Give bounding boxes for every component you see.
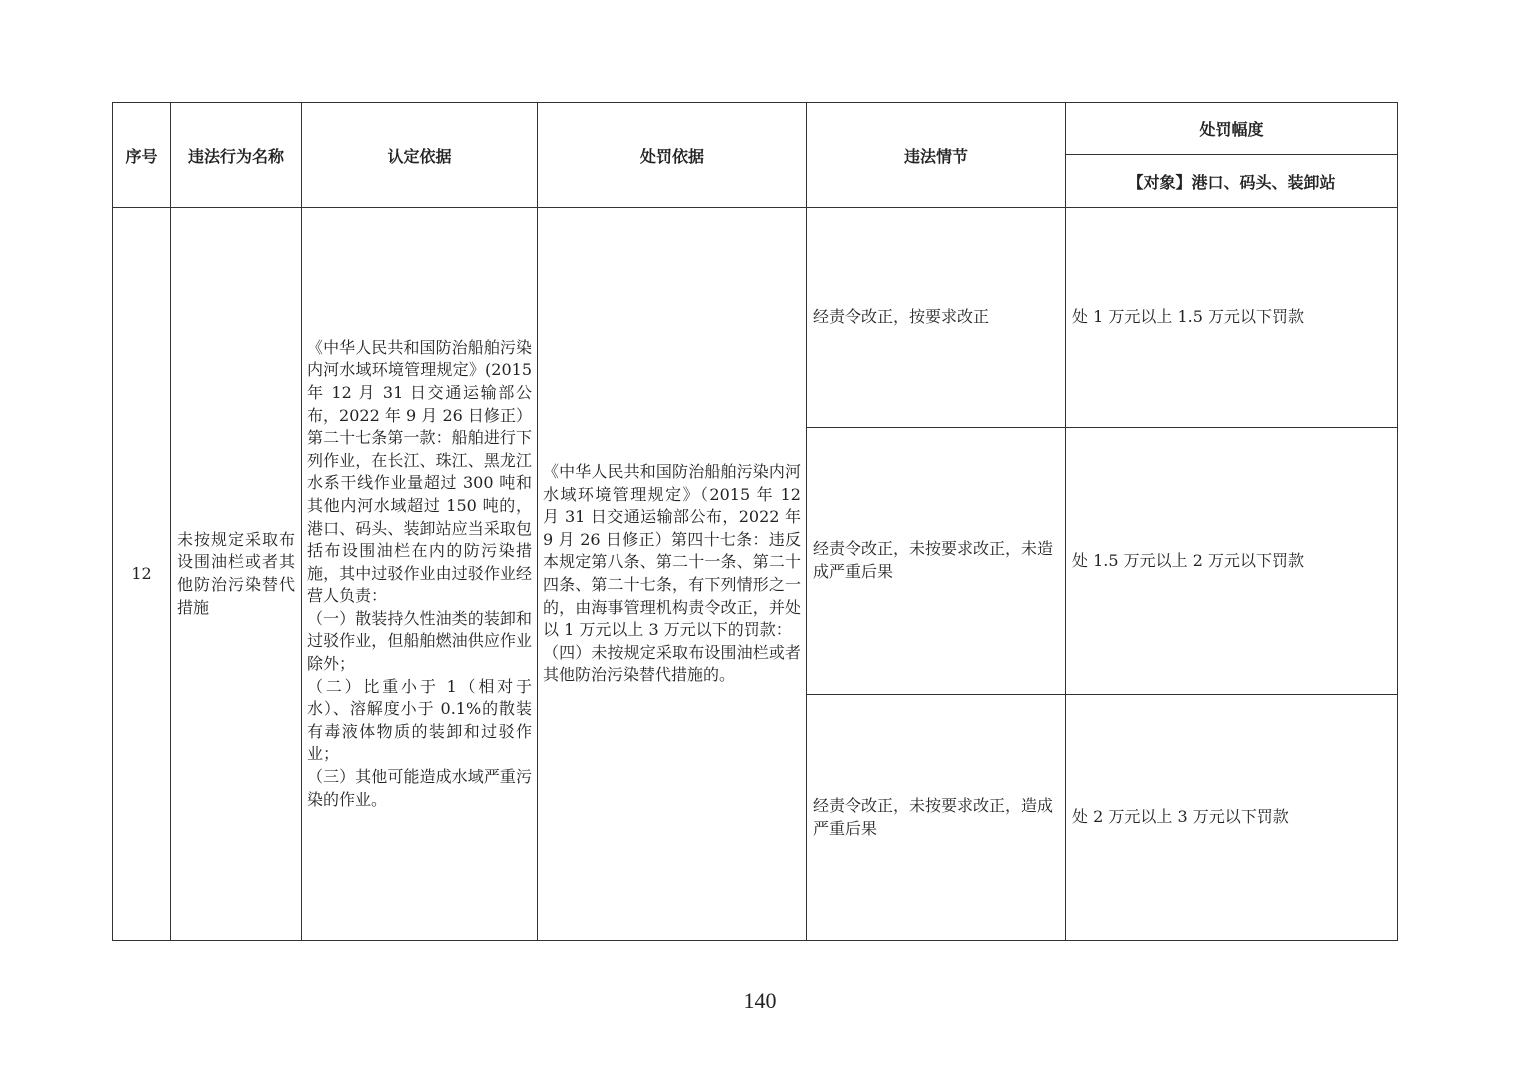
penalty-range-2: 处 1.5 万元以上 2 万元以下罚款: [1066, 428, 1398, 695]
circumstance-1: 经责令改正，按要求改正: [807, 208, 1066, 428]
violation-name: 未按规定采取布设围油栏或者其他防治污染替代措施: [171, 208, 302, 941]
header-target: 【对象】港口、码头、装卸站: [1066, 155, 1398, 208]
penalty-range-3: 处 2 万元以上 3 万元以下罚款: [1066, 695, 1398, 941]
table-row: [113, 208, 1398, 428]
circumstance-2: 经责令改正，未按要求改正，未造成严重后果: [807, 428, 1066, 695]
circumstance-3: 经责令改正，未按要求改正，造成严重后果: [807, 695, 1066, 941]
row-number: 12: [113, 208, 171, 941]
penalty-range-1: 处 1 万元以上 1.5 万元以下罚款: [1066, 208, 1398, 428]
header-no: 序号: [113, 103, 171, 208]
penalty-basis: 《中华人民共和国防治船舶污染内河水域环境管理规定》（2015 年 12 月 31 日交通运输部公布，2022 年 9 月 26 日修正）第四十七条：违反本规定第八条、第二十一条、第二十四条、第二十七条，有下列情形之一的，由海事管理机构责令改正，并处以 1 万元以上 3 万元以下的罚款： （四）未按规定采取布设围油栏或者其他防治污染替代措施的。: [538, 208, 807, 941]
header-basis: 认定依据: [302, 103, 538, 208]
page-number: 140: [743, 988, 777, 1013]
header-penalty-basis: 处罚依据: [538, 103, 807, 208]
header-penalty-range: 处罚幅度: [1066, 103, 1398, 155]
penalty-table: [112, 102, 1398, 941]
header-circumstance: 违法情节: [807, 103, 1066, 208]
header-violation-name: 违法行为名称: [171, 103, 302, 208]
determination-basis: 《中华人民共和国防治船舶污染内河水域环境管理规定》(2015 年 12 月 31 日交通运输部公布，2022 年 9 月 26 日修正）第二十七条第一款：船舶进行下列作业，在长江、珠江、黑龙江水系干线作业量超过 300 吨和其他内河水域超过 150 吨的，港口、码头、装卸站应当采取包括布设围油栏在内的防污染措施，其中过驳作业由过驳作业经营人负责： （一）散装持久性油类的装卸和过驳作业，但船舶燃油供应作业除外； （二）比重小于 1（相对于水）、溶解度小于 0.1%的散装有毒液体物质的装卸和过驳作业； （三）其他可能造成水域严重污染的作业。: [302, 208, 538, 941]
